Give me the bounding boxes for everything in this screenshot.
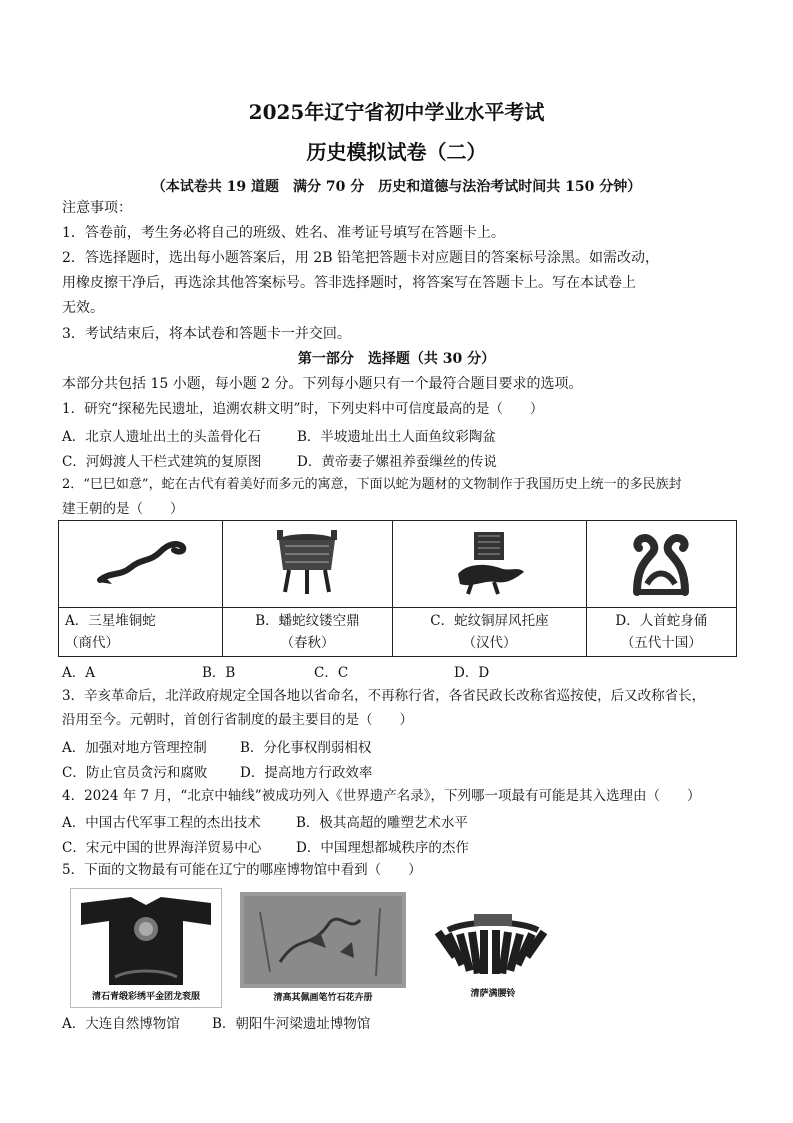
q2-item-d-period: （五代十国） — [620, 635, 702, 651]
part1-intro: 本部分共包括 15 小题，每小题 2 分。下列每小题只有一个最符合题目要求的选项。 — [62, 376, 583, 392]
q4-stem: 4．2024 年 7 月，“北京中轴线”被成功列入《世界遗产名录》，下列哪一项最有可能是其入选理由（ ） — [62, 788, 701, 804]
q2-caption-b — [222, 608, 393, 657]
exam-title: 2025年辽宁省初中学业水平考试 — [248, 100, 545, 124]
notice-item-2-line-3: 无效。 — [62, 300, 104, 316]
q4-option-a[interactable]: A．中国古代军事工程的杰出技术 — [62, 815, 261, 831]
dragon-robe-image — [71, 889, 221, 989]
q2-caption-c — [393, 608, 586, 657]
q2-option-d[interactable]: D．D — [454, 665, 490, 681]
snake-figure-image — [621, 526, 701, 598]
q2-image-d — [586, 521, 736, 608]
q3-stem-line-2: 沿用至今。元朝时，首创行省制度的最主要目的是（ ） — [62, 712, 413, 728]
q5-stem: 5．下面的文物最有可能在辽宁的哪座博物馆中看到（ ） — [62, 862, 422, 878]
q2-stem-line-1: 2．“巳巳如意”，蛇在古代有着美好而多元的寓意，下面以蛇为题材的文物制作于我国历史上统一的多民族封 — [62, 477, 682, 492]
part1-heading: 第一部分 选择题（共 30 分） — [297, 351, 496, 367]
notice-item-1: 1．答卷前，考生务必将自己的班级、姓名、准考证号填写在答题卡上。 — [62, 225, 505, 241]
notice-item-3: 3．考试结束后，将本试卷和答题卡一并交回。 — [62, 326, 351, 342]
q1-option-c[interactable]: C．河姆渡人干栏式建筑的复原图 — [62, 454, 262, 470]
q3-option-b[interactable]: B．分化事权削弱相权 — [240, 740, 372, 756]
q1-option-a[interactable]: A．北京人遗址出土的头盖骨化石 — [62, 429, 261, 445]
q5-image-album — [240, 892, 406, 1006]
q2-option-a[interactable]: A．A — [62, 665, 95, 681]
q5-image-robe — [70, 888, 222, 1008]
q2-caption-a — [59, 608, 223, 657]
q2-image-a — [59, 521, 223, 608]
exam-info: （本试卷共 19 道题 满分 70 分 历史和道德与法治考试时间共 150 分钟） — [151, 179, 642, 195]
q2-item-b-period: （春秋） — [280, 635, 335, 651]
q3-option-d[interactable]: D．提高地方行政效率 — [240, 765, 373, 781]
q5-image-bells — [428, 900, 558, 1006]
q2-item-c-name: C．蛇纹铜屏风托座 — [430, 613, 549, 629]
q5-caption-robe: 清石青缎彩绣平金团龙衮服 — [91, 992, 200, 1002]
q3-option-c[interactable]: C．防止官员贪污和腐败 — [62, 765, 208, 781]
q4-option-c[interactable]: C．宋元中国的世界海洋贸易中心 — [62, 840, 262, 856]
painting-album-image — [240, 892, 406, 988]
q2-caption-d — [586, 608, 736, 657]
q5-caption-bells: 清萨满腰铃 — [470, 989, 516, 999]
q2-item-a-period: （商代） — [65, 635, 119, 651]
q2-item-d-name: D．人首蛇身俑 — [615, 613, 708, 629]
exam-subtitle: 历史模拟试卷（二） — [306, 140, 487, 164]
q2-option-b[interactable]: B．B — [202, 665, 236, 681]
screen-stand-image — [444, 526, 534, 598]
notice-item-2-line-2: 用橡皮擦干净后，再选涂其他答案标号。答非选择题时，将答案写在答题卡上。写在本试卷上 — [62, 275, 636, 291]
q2-stem-line-2: 建王朝的是（ ） — [62, 501, 184, 517]
q1-option-b[interactable]: B．半坡遗址出土人面鱼纹彩陶盆 — [297, 429, 496, 445]
openwork-ding-image — [267, 526, 347, 598]
notice-heading: 注意事项： — [62, 200, 132, 216]
q3-option-a[interactable]: A．加强对地方管理控制 — [62, 740, 207, 756]
q2-item-c-period: （汉代） — [462, 635, 517, 651]
q5-option-a[interactable]: A．大连自然博物馆 — [62, 1016, 180, 1032]
q2-artifact-table — [58, 520, 737, 657]
q1-stem: 1．研究“探秘先民遗址，追溯农耕文明”时，下列史料中可信度最高的是（ ） — [62, 401, 544, 417]
q2-item-a-name: A．三星堆铜蛇 — [65, 613, 156, 629]
notice-item-2-line-1: 2．答选择题时，选出每小题答案后，用 2B 铅笔把答题卡对应题目的答案标号涂黑。如需改动， — [62, 250, 660, 266]
q5-option-b[interactable]: B．朝阳牛河梁遗址博物馆 — [212, 1016, 371, 1032]
q5-caption-album: 清高其佩画笔竹石花卉册 — [273, 993, 373, 1003]
q3-stem-line-1: 3．辛亥革命后，北洋政府规定全国各地以省命名，不再称行省，各省民政长改称省巡按使，后又改称省长， — [62, 688, 706, 704]
shaman-bells-image — [428, 900, 558, 986]
q2-image-b — [222, 521, 393, 608]
q4-option-d[interactable]: D．中国理想都城秩序的杰作 — [296, 840, 469, 856]
bronze-snake-image — [90, 532, 190, 592]
q2-item-b-name: B．蟠蛇纹镂空鼎 — [255, 613, 360, 629]
q2-option-c[interactable]: C．C — [314, 665, 349, 681]
q2-image-c — [393, 521, 586, 608]
q4-option-b[interactable]: B．极其高超的雕塑艺术水平 — [296, 815, 468, 831]
q1-option-d[interactable]: D．黄帝妻子嫘祖养蚕缫丝的传说 — [297, 454, 497, 470]
